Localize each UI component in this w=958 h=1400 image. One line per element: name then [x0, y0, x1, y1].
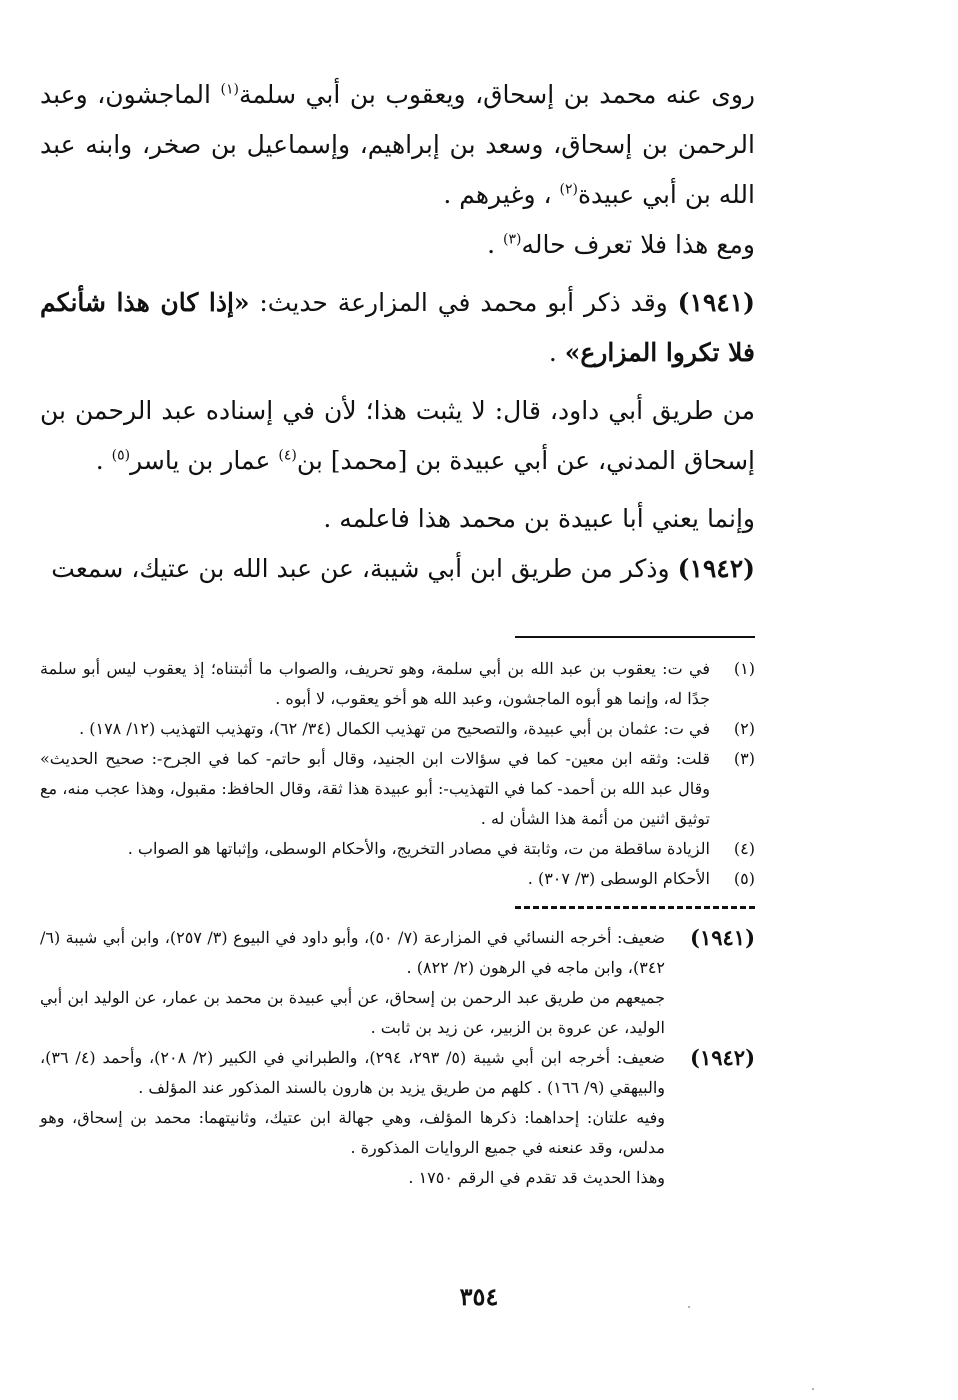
footnote-ref-5[interactable]: (٥): [111, 447, 131, 464]
speck: [812, 1388, 814, 1390]
paragraph-hadith-1942: (١٩٤٢) وذكر من طريق ابن أبي شيبة، عن عبد الله بن عتيك، سمعت: [51, 554, 755, 583]
footnote-ref-2[interactable]: (٢): [559, 181, 578, 198]
paragraph-4: من طريق أبي داود، قال: لا يثبت هذا؛ لأن في إسناده عبد الرحمن بن إسحاق المدني، عن أبي عبيدة بن [محمد] بن$^{(٤)}$ عمار بن ياسر$^{(٥)}$ .: [40, 396, 755, 475]
footnote-ref-1[interactable]: (١): [220, 81, 239, 98]
takhrij-1941: (١٩٤١) ضعيف: أخرجه النسائي في المزارعة (٧/ ٥٠)، وأبو داود في البيوع (٣/ ٢٥٧)، وابن أبي شيبة (٦/ ٣٤٢)، وابن ماجه في الرهون (٢/ ٨٢٢) . جميعهم من طريق عبد الرحمن بن إسحاق، عن أبي عبيدة بن محمد بن عمار، عن الوليد ابن أبي الوليد، عن عروة بن الزبير، عن زيد بن ثابت .: [40, 925, 755, 1037]
paragraph-1: روى عنه محمد بن إسحاق، ويعقوب بن أبي سلمة$^{(١)}$ الماجشون، وعبد الرحمن بن إسحاق، وسعد بن إبراهيم، وإسماعيل بن صخر، وابنه عبد الله بن أبي عبيدة$^{(٢)}$ ، وغيرهم .: [40, 80, 755, 209]
takhrij-separator: [515, 906, 755, 909]
footnote-1: (١) في ت: يعقوب بن عبد الله بن أبي سلمة، وهو تحريف، والصواب ما أثبتناه؛ إذ يعقوب ليس أبو سلمة جدًا له، وإنما هو أبوه الماجشون، وعبد الله هو أخو يعقوب، لا أبوه .: [40, 659, 755, 708]
main-text: [40, 70, 755, 594]
page-number: ٣٥٤: [459, 1282, 499, 1311]
paragraph-hadith-1941: (١٩٤١) وقد ذكر أبو محمد في المزارعة حديث: «إذا كان هذا شأنكم فلا تكروا المزارع» .: [40, 288, 756, 367]
footnotes: [40, 654, 755, 894]
footnote-separator: [515, 636, 755, 638]
paragraph-2: ومع هذا فلا تعرف حاله$^{(٣)}$ .: [487, 230, 755, 259]
footnote-ref-3[interactable]: (٣): [503, 231, 522, 248]
takhrij-1942: (١٩٤٢) ضعيف: أخرجه ابن أبي شيبة (٥/ ٢٩٣، ٢٩٤)، والطبراني في الكبير (٢/ ٢٠٨)، وأحمد (٤/ ٣٦)، والبيهقي (٩/ ١٦٦) . كلهم من طريق يزيد بن هارون بالسند المذكور عند المؤلف . وفيه علتان: إحداهما: ذكرها المؤلف، وهي جهالة ابن عتيك، وثانيتهما: محمد بن إسحاق، وهو مدلس، وقد عنعنه في جميع الروايات المذكورة . وهذا الحديث قد تقدم في الرقم ١٧٥٠ .: [40, 1045, 755, 1187]
hadith-text: «إذا كان هذا شأنكم فلا تكروا المزارع»: [40, 288, 755, 367]
takhrij-notes: [40, 923, 755, 1193]
footnote-4: (٤) الزيادة ساقطة من ت، وثابتة في مصادر التخريج، والأحكام الوسطى، وإثباتها هو الصواب .: [127, 839, 755, 858]
hadith-number: (١٩٤١): [677, 288, 756, 317]
footnote-5: (٥) الأحكام الوسطى (٣/ ٣٠٧) .: [527, 869, 755, 888]
hadith-number: (١٩٤٢): [677, 554, 755, 583]
paragraph-5: وإنما يعني أبا عبيدة بن محمد هذا فاعلمه .: [323, 504, 755, 533]
footnote-3: (٣) قلت: وثقه ابن معين- كما في سؤالات ابن الجنيد، وقال أبو حاتم- كما في الجرح-: صحيح الحديث» وقال عبد الله بن أحمد- كما في التهذيب-: أبو عبيدة هذا ثقة، وقال الحافظ: مقبول، وهذا عجب منه، مع توثيق اثنين من أئمة هذا الشأن له .: [40, 749, 755, 828]
footnote-2: (٢) في ت: عثمان بن أبي عبيدة، والتصحيح من تهذيب الكمال (٣٤/ ٦٢)، وتهذيب التهذيب (١٢/ ١٧٨) .: [79, 719, 755, 738]
speck: [688, 1306, 690, 1308]
footnote-ref-4[interactable]: (٤): [278, 447, 297, 464]
page: [40, 70, 755, 1193]
